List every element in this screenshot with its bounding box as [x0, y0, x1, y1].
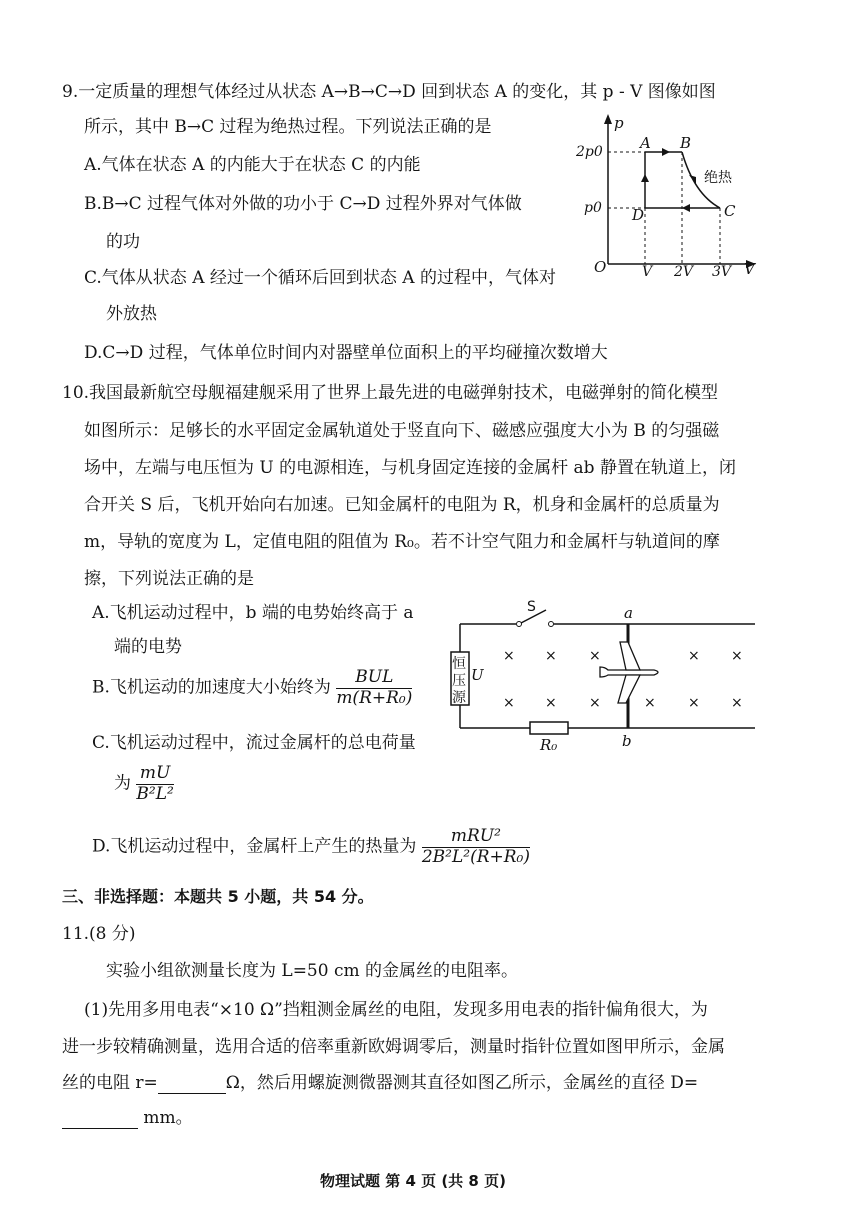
point-c: C [724, 202, 736, 220]
bar-end-b: b [622, 732, 632, 750]
q9-option-b-cont: 的功 [106, 232, 140, 252]
p-axis-arrow [604, 114, 612, 124]
q9-option-c: C.气体从状态 A 经过一个循环后回到状态 A 的过程中，气体对 [84, 268, 556, 288]
source-char-3: 源 [452, 690, 466, 706]
arrow-bc [689, 175, 696, 184]
voltage-label: U [471, 666, 484, 684]
field-mark: × [688, 648, 700, 664]
q11-intro: 实验小组欲测量长度为 L=50 cm 的金属丝的电阻率。 [106, 961, 519, 981]
origin-label: O [594, 258, 607, 276]
arrow-da [641, 174, 649, 182]
q9-line2: 所示，其中 B→C 过程为绝热过程。下列说法正确的是 [84, 117, 492, 137]
q10-option-d-text: D.飞机运动过程中，金属杆上产生的热量为 [92, 836, 417, 857]
q11-head: 11.(8 分) [62, 924, 136, 944]
point-b: B [680, 134, 692, 152]
q9-option-c-cont: 外放热 [106, 304, 157, 324]
v-axis-label: V [744, 260, 755, 278]
field-mark: × [731, 648, 743, 664]
q10-line2: 如图所示：足够长的水平固定金属轨道处于竖直向下、磁感应强度大小为 B 的匀强磁 [84, 421, 720, 441]
resistor-r0 [530, 722, 568, 734]
airplane-icon [600, 642, 658, 703]
q10-option-b-fraction [336, 668, 412, 708]
q11-part1-line1: (1)先用多用电表“×10 Ω”挡粗测金属丝的电阻，发现多用电表的指针偏角很大，为 [84, 1000, 708, 1020]
field-mark: × [545, 695, 557, 711]
field-mark: × [503, 648, 515, 664]
point-d: D [632, 206, 645, 224]
field-mark: × [731, 695, 743, 711]
tick-2p0: 2p0 [576, 144, 603, 160]
q10-line3: 场中，左端与电压恒为 U 的电源相连，与机身固定连接的金属杆 ab 静置在轨道上，闭 [84, 458, 736, 478]
q10-option-d [92, 827, 530, 867]
q9-option-d: D.C→D 过程，气体单位时间内对器壁单位面积上的平均碰撞次数增大 [84, 343, 608, 363]
field-mark: × [688, 695, 700, 711]
source-char-1: 恒 [452, 656, 466, 672]
q11-part1-line3-text: 丝的电阻 r= [62, 1073, 158, 1093]
q9-option-b: B.B→C 过程气体对外做的功小于 C→D 过程外界对气体做 [84, 194, 522, 214]
resistance-answer-blank[interactable] [158, 1073, 226, 1094]
q10-option-c-numerator: mU [136, 764, 173, 785]
airplane-wing-upper [620, 642, 640, 670]
q10-option-b-text: B.飞机运动的加速度大小始终为 [92, 677, 331, 698]
tick-3v: 3V [712, 264, 732, 280]
q10-line1: 10.我国最新航空母舰福建舰采用了世界上最先进的电磁弹射技术，电磁弹射的简化模型 [62, 383, 719, 403]
tick-v: V [642, 264, 653, 280]
q10-option-d-fraction [422, 827, 530, 867]
q10-option-c-cont [114, 764, 174, 804]
tick-2v: 2V [674, 264, 694, 280]
q11-part1-line3-text2: Ω，然后用螺旋测微器测其直径如图乙所示，金属丝的直径 D= [225, 1073, 699, 1093]
section-3-heading: 三、非选择题：本题共 5 小题，共 54 分。 [62, 887, 374, 906]
q10-line6: 擦，下列说法正确的是 [84, 569, 254, 589]
q10-option-d-denominator: 2B²L²(R+R₀) [421, 846, 530, 867]
switch-label: S [527, 599, 536, 615]
q10-option-b-numerator: BUL [336, 668, 412, 689]
q9-option-a: A.气体在状态 A 的内能大于在状态 C 的内能 [84, 155, 421, 175]
arrow-ab [662, 148, 670, 156]
p-axis-label: p [614, 114, 624, 132]
page-footer: 物理试题 第 4 页 (共 8 页) [320, 1172, 506, 1190]
q11-part1-line4 [62, 1108, 193, 1129]
q10-option-c-fraction [136, 764, 173, 804]
q10-option-b-denominator: m(R+R₀) [336, 687, 413, 708]
q10-option-d-numerator: mRU² [422, 827, 530, 848]
diameter-answer-blank[interactable] [62, 1108, 138, 1129]
q11-part1-line2: 进一步较精确测量，选用合适的倍率重新欧姆调零后，测量时指针位置如图甲所示，金属 [62, 1037, 725, 1057]
q10-option-a-cont: 端的电势 [114, 637, 182, 657]
q10-line4: 合开关 S 后，飞机开始向右加速。已知金属杆的电阻为 R，机身和金属杆的总质量为 [84, 495, 720, 515]
field-mark: × [644, 695, 656, 711]
rail-circuit-diagram [430, 597, 760, 755]
pv-graph [570, 112, 760, 282]
field-mark: × [545, 648, 557, 664]
resistor-label: R₀ [540, 736, 558, 754]
arrow-cd [682, 204, 690, 212]
switch-contact-right [549, 622, 554, 627]
adiabatic-note: 绝热 [704, 170, 732, 186]
field-mark: × [589, 695, 601, 711]
source-char-2: 压 [452, 673, 466, 689]
bar-end-a: a [624, 604, 633, 622]
q10-option-c-text: 为 [114, 773, 131, 794]
q11-part1-line3 [62, 1073, 698, 1094]
field-mark: × [589, 648, 601, 664]
point-a: A [640, 134, 651, 152]
q11-part1-line4-text: mm。 [143, 1108, 193, 1128]
switch-contact-left [517, 622, 522, 627]
q9-line1: 9.一定质量的理想气体经过从状态 A→B→C→D 回到状态 A 的变化，其 p - V 图像如图 [62, 82, 716, 102]
q10-option-c-denominator: B²L² [136, 783, 174, 804]
q10-option-a: A.飞机运动过程中，b 端的电势始终高于 a [92, 603, 414, 623]
tick-p0: p0 [584, 200, 602, 216]
field-mark: × [503, 695, 515, 711]
q10-option-c: C.飞机运动过程中，流过金属杆的总电荷量 [92, 733, 416, 753]
q10-line5: m，导轨的宽度为 L，定值电阻的阻值为 R₀。若不计空气阻力和金属杆与轨道间的摩 [84, 532, 720, 552]
q10-option-b [92, 668, 412, 708]
